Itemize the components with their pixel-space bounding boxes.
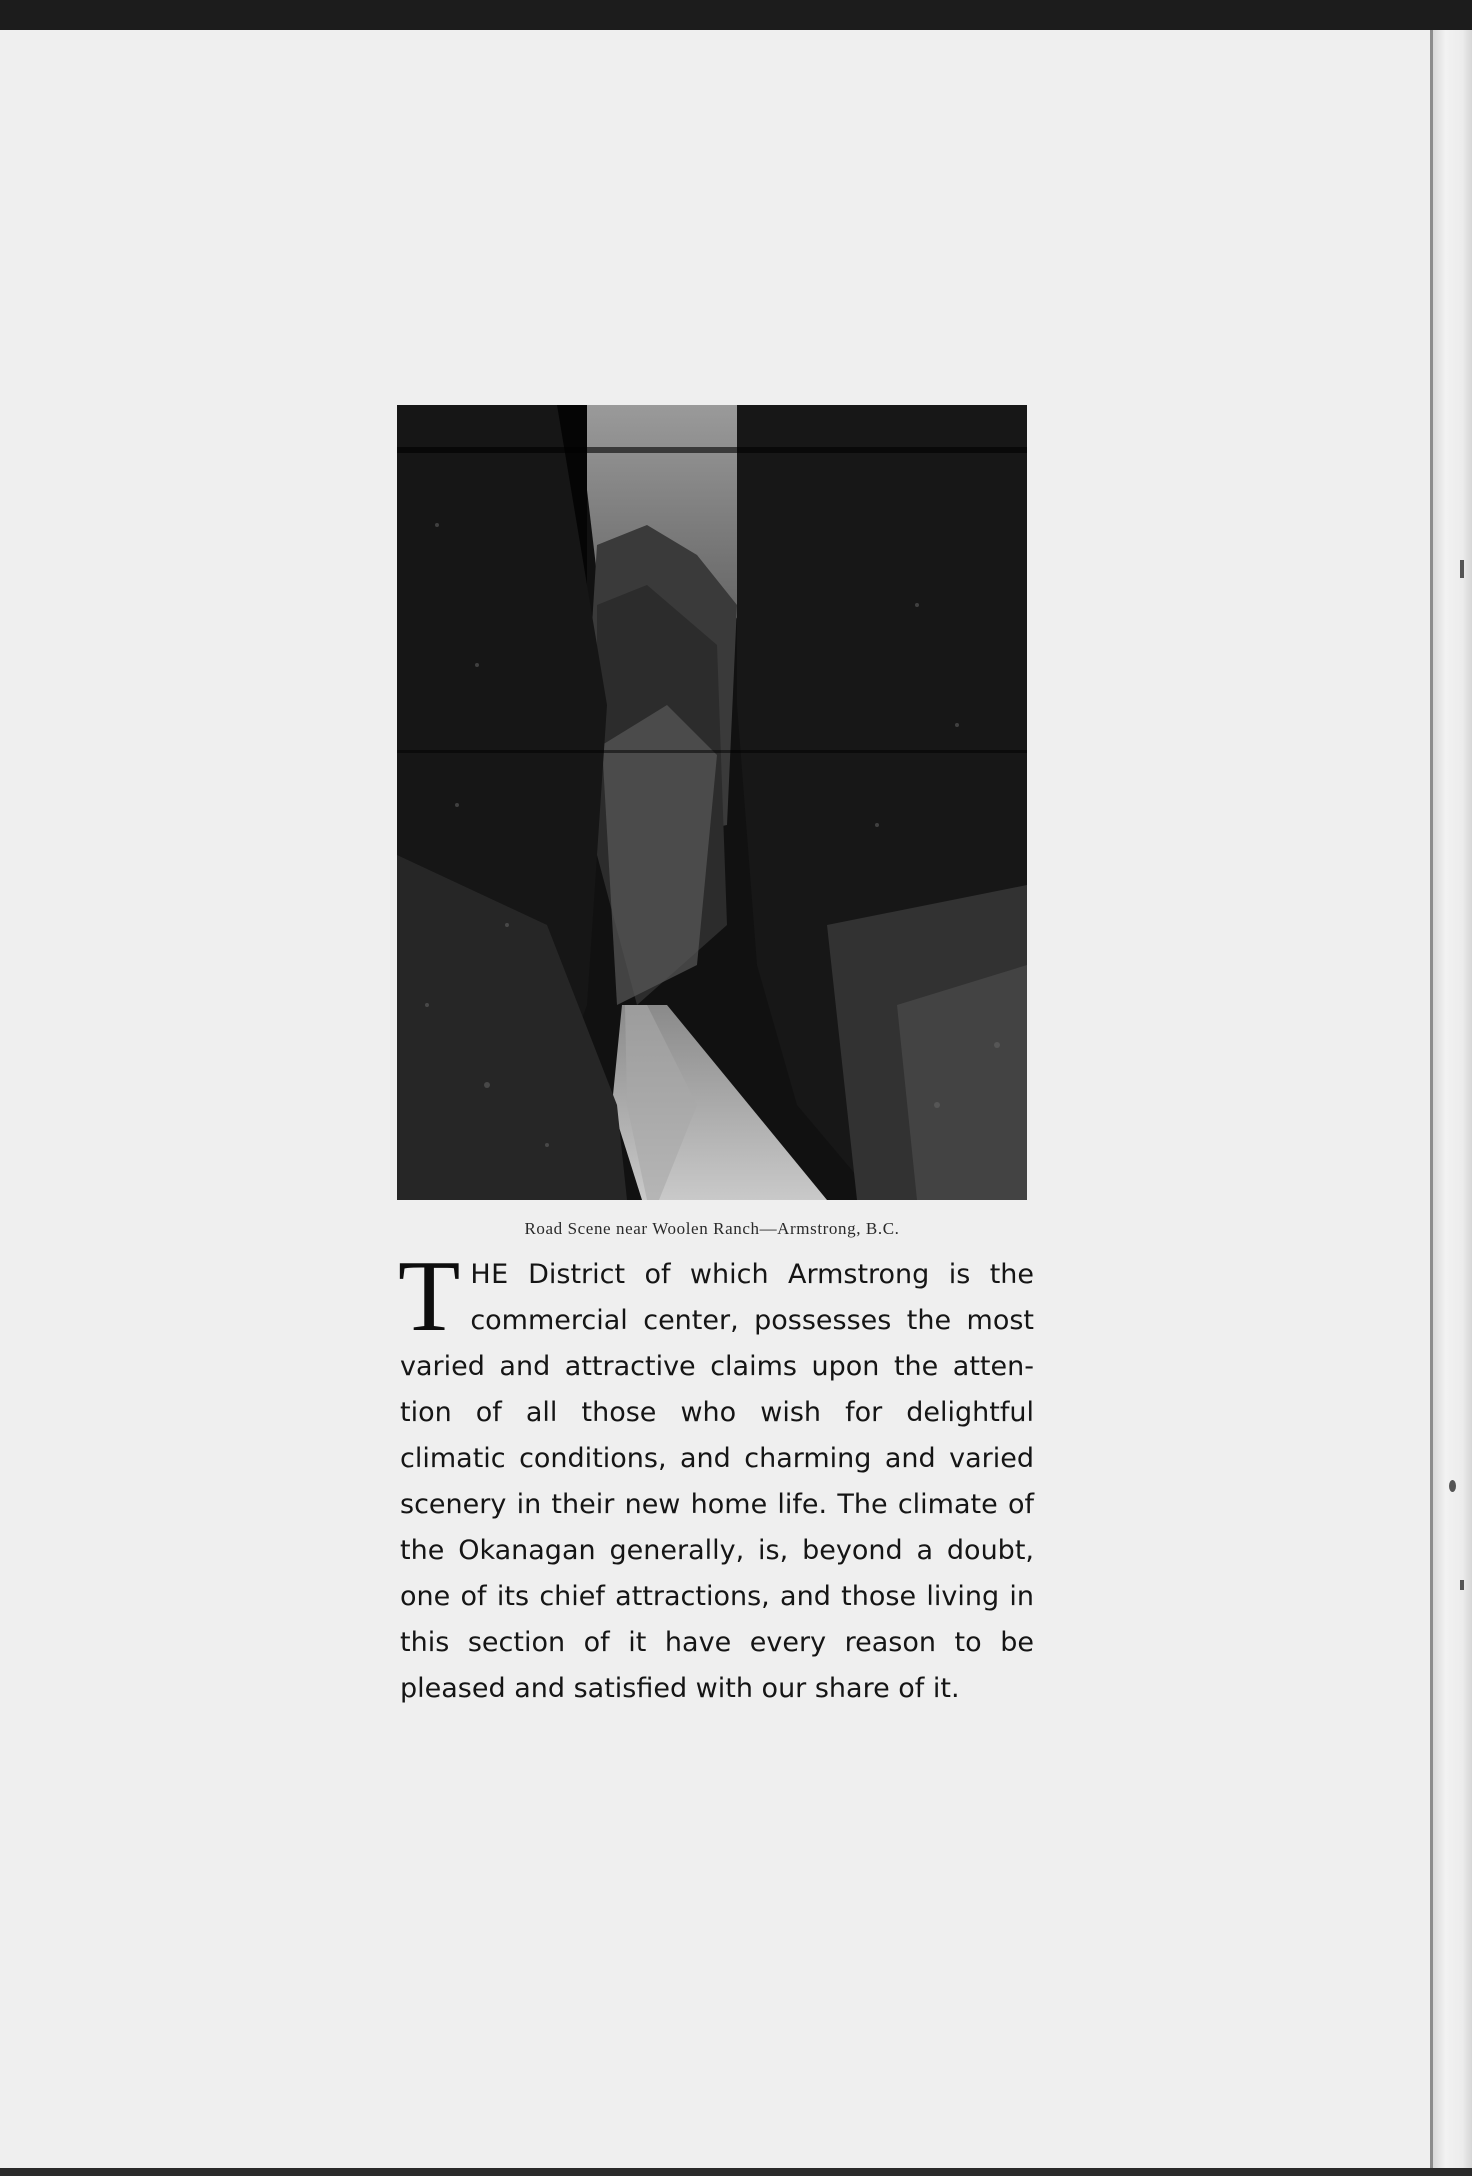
- paragraph-text: District of which Armstrong is the commercial center, possesses the most varied and attractive claims upon the attention of all those who wish for delightful climatic conditions, and charming and varied scenery in their new home life. The climate of the Okanagan generally, is, beyond a doubt, one of its chief attractions, and those living in this section of it have every reason to be pleased and satisfied with our share of it.: [400, 1259, 1034, 1704]
- edge-mark: [1460, 1580, 1464, 1590]
- edge-mark: [1449, 1480, 1456, 1492]
- lead-word: HE: [470, 1259, 509, 1290]
- photo-caption: Road Scene near Woolen Ranch—Armstrong, B.C.: [524, 1219, 900, 1238]
- body-paragraph: [398, 1240, 1034, 1712]
- edge-mark: [1460, 560, 1464, 578]
- page-edge: [1430, 30, 1472, 2168]
- drop-cap: T: [398, 1240, 461, 1353]
- bottom-border: [0, 2168, 1472, 2176]
- forest-road-photo: [397, 405, 1027, 1200]
